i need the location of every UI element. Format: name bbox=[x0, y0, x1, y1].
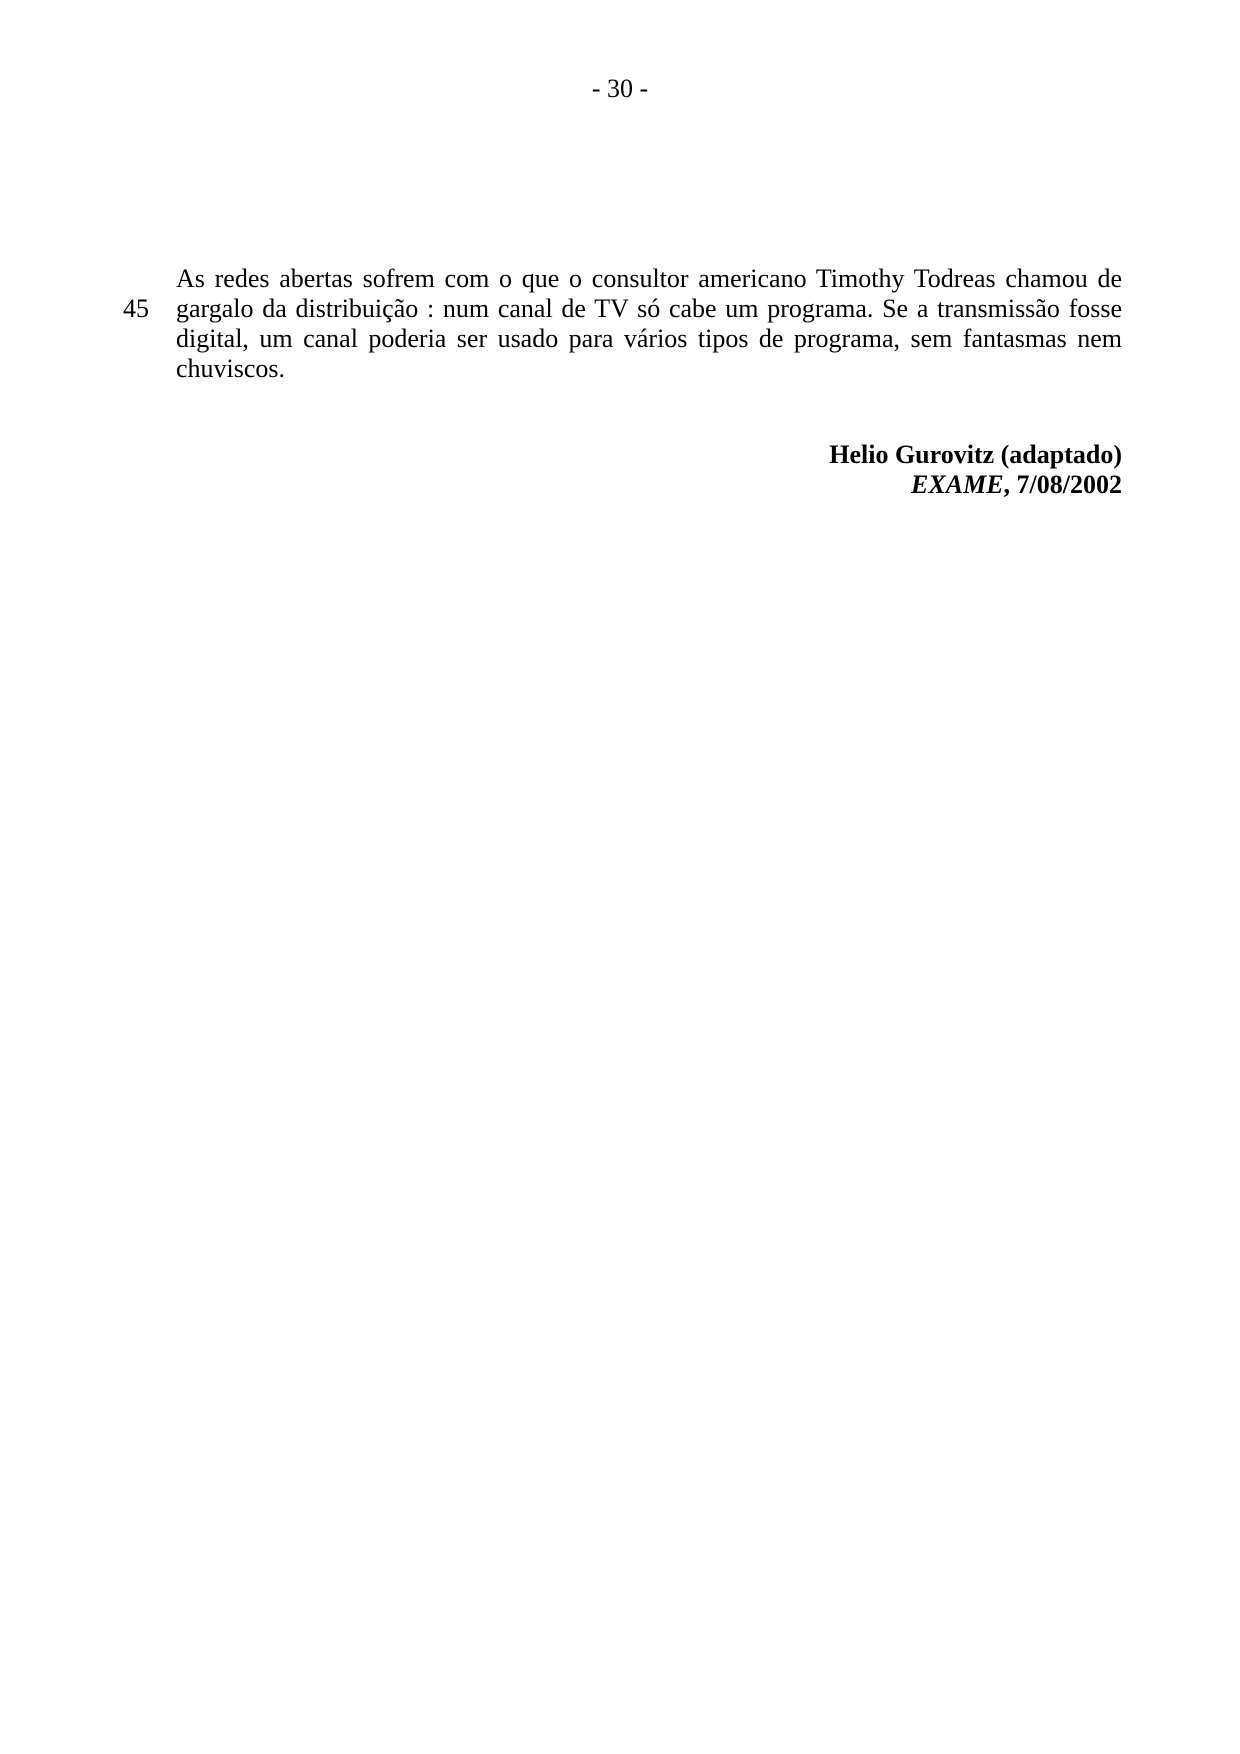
source-publication-name: EXAME bbox=[911, 470, 1004, 499]
source-citation bbox=[829, 440, 1122, 500]
source-date: , 7/08/2002 bbox=[1003, 470, 1122, 499]
source-author: Helio Gurovitz (adaptado) bbox=[829, 440, 1122, 469]
page-number: - 30 - bbox=[591, 74, 649, 103]
line-number-marker: 45 bbox=[123, 294, 149, 323]
passage-line: gargalo da distribuição : num canal de TV só cabe um programa. Se a transmissão fosse bbox=[176, 294, 1122, 323]
passage-line: As redes abertas sofrem com o que o consultor americano Timothy Todreas chamou de bbox=[176, 264, 1122, 293]
passage-line: digital, um canal poderia ser usado para vários tipos de programa, sem fantasmas nem bbox=[176, 324, 1122, 353]
text-passage bbox=[176, 264, 1122, 384]
passage-line: chuviscos. bbox=[176, 354, 286, 383]
source-publication-line bbox=[829, 470, 1122, 500]
